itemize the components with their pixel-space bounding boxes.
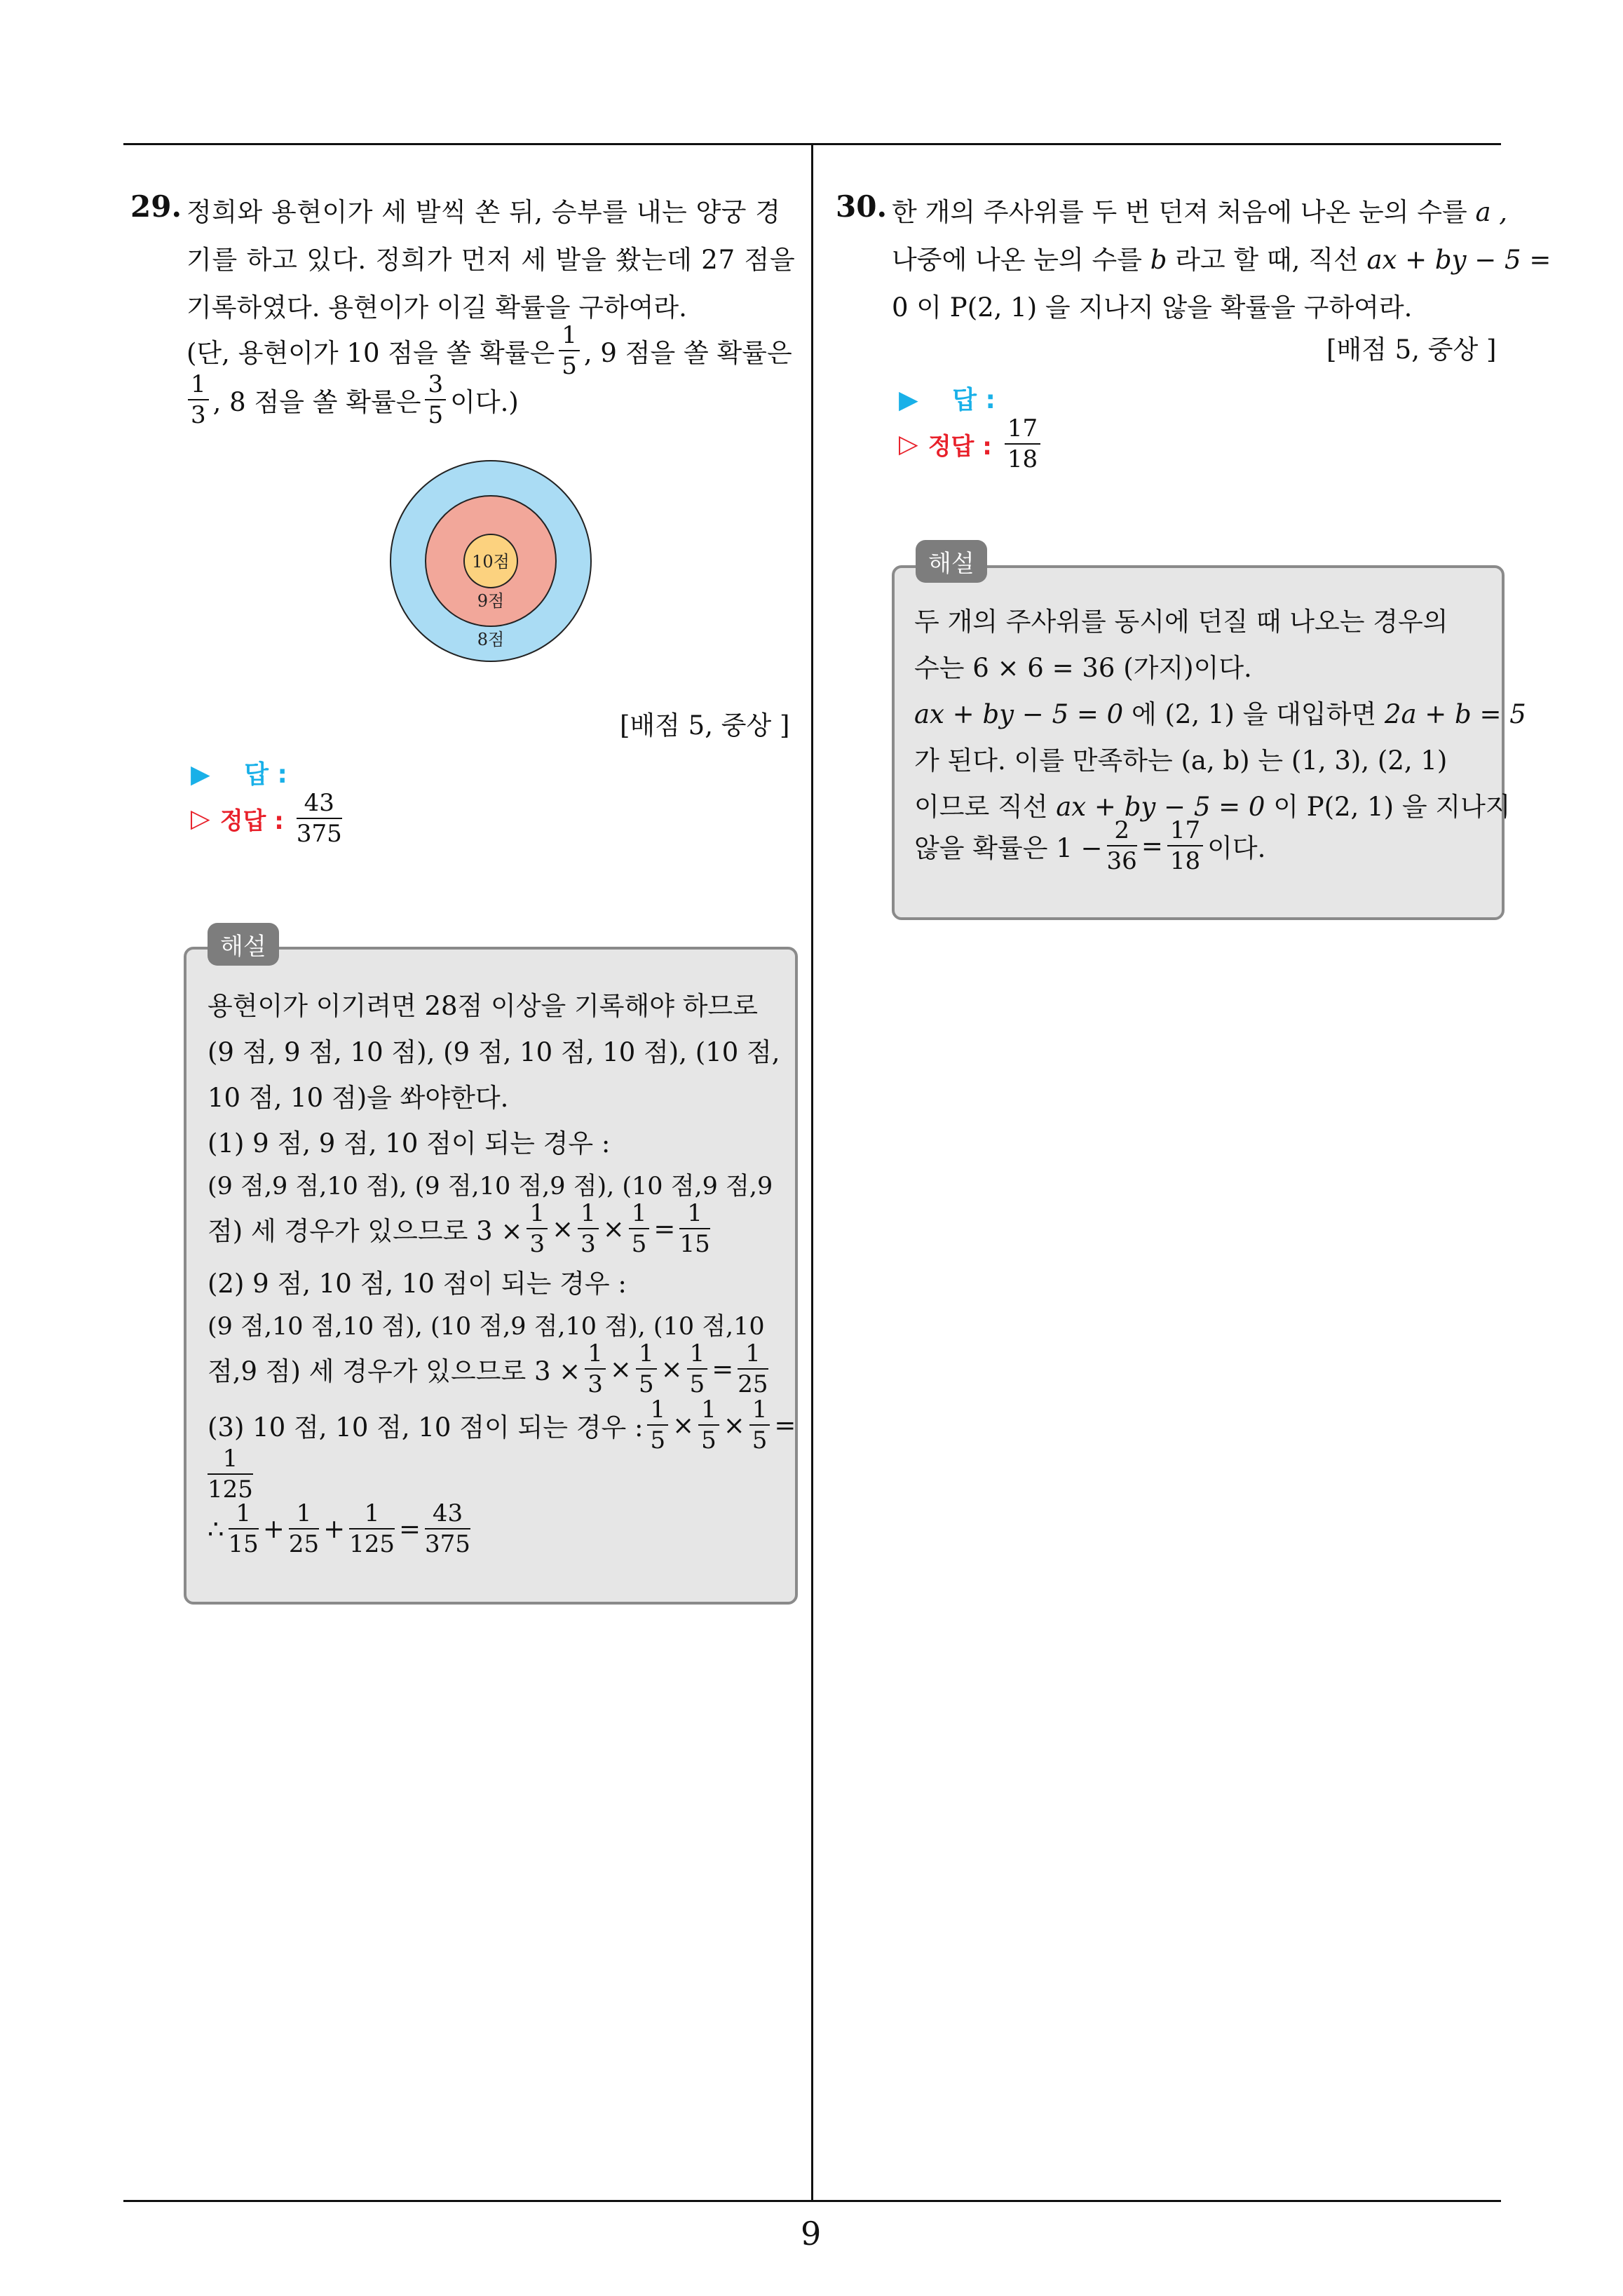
- sol30-l6-frac-1: [1107, 818, 1137, 873]
- sol29-l11-frac: [208, 1445, 253, 1504]
- question-29-condition-2: [184, 372, 519, 428]
- numerator: 1: [578, 1201, 599, 1229]
- sol29-line-6: 점) 세 경우가 있으므로 3 × $\frac{1}{3}$ × $\frac{1}{3}$ × $\frac{1}{5}$ = $\frac{1}{15}$: [208, 1199, 710, 1258]
- denominator: 3: [529, 1230, 545, 1258]
- fraction-p8: [425, 372, 446, 427]
- correct-outline-play-icon: ▷: [191, 804, 210, 833]
- sol29-l9-frac-3: [687, 1339, 708, 1398]
- sol30-line-5-equation: ax + by − 5 = 0: [1056, 792, 1265, 822]
- sol29-line-9-text: 점,9 점) 세 경우가 있으므로 3 ×: [208, 1356, 581, 1386]
- answer-label: 답 :: [244, 760, 287, 789]
- condition-text-a: (단, 용현이가 10 점을 쏠 확률은: [186, 338, 555, 368]
- sol30-l6-result: [1167, 818, 1203, 873]
- sol29-line-10: (3) 10 점, 10 점, 10 점이 되는 경우 : $\frac{1}{5}$ × $\frac{1}{5}$ × $\frac{1}{5}$ =: [208, 1396, 796, 1454]
- question-30-answer-row: [899, 380, 996, 416]
- answer-play-icon: ▶: [191, 760, 210, 789]
- denominator: 5: [752, 1426, 768, 1454]
- denominator: 25: [738, 1370, 768, 1398]
- column-divider: [811, 143, 813, 2201]
- condition-text-d: 이다.): [450, 387, 519, 417]
- page-number: 9: [801, 2215, 822, 2253]
- denominator: 36: [1106, 847, 1137, 875]
- denominator: 18: [1169, 847, 1201, 875]
- question-29-solution-tag: 해설: [208, 923, 279, 966]
- numerator: 1: [208, 1447, 253, 1475]
- correct-numerator: 17: [1005, 417, 1040, 445]
- fraction-p9: [188, 372, 209, 427]
- sol29-l6-frac-1: [527, 1201, 548, 1256]
- sol30-line-1: 두 개의 주사위를 동시에 던질 때 나오는 경우의: [914, 607, 1448, 637]
- correct-denominator: 375: [296, 820, 342, 848]
- numerator: 1: [738, 1342, 768, 1370]
- sol29-line-9: 점,9 점) 세 경우가 있으므로 3 × $\frac{1}{3}$ × $\frac{1}{5}$ × $\frac{1}{5}$ = $\frac{1}{25}$: [208, 1339, 768, 1398]
- denominator: 15: [228, 1530, 259, 1558]
- q30-line-1-text: 한 개의 주사위를 두 번 던져 처음에 나온 눈의 수를: [892, 197, 1467, 227]
- question-30-line-2: [892, 238, 1551, 276]
- sol30-line-3: [914, 693, 1526, 731]
- sol29-l6-result: [679, 1201, 709, 1256]
- correct-label: 정답 :: [219, 806, 284, 835]
- question-30-number: 30.: [836, 189, 888, 224]
- p10-numerator: 1: [559, 323, 580, 351]
- denominator: 5: [638, 1370, 654, 1398]
- fraction-p10: [559, 323, 580, 378]
- sol30-line-2: 수는 6 × 6 = 36 (가지)이다.: [914, 653, 1252, 683]
- sol29-l12-frac-1: [229, 1501, 259, 1556]
- question-29-answer-row: [191, 755, 287, 790]
- denominator: 5: [701, 1426, 717, 1454]
- denominator: 5: [631, 1230, 647, 1258]
- sol29-l9-result: [738, 1339, 768, 1398]
- sol29-l9-frac-1: [585, 1339, 606, 1398]
- numerator: 43: [425, 1501, 470, 1529]
- sol29-line-11: [203, 1446, 257, 1502]
- q30-line-2-text-b: 라고 할 때, 직선: [1175, 245, 1359, 275]
- sol29-l9-frac-2: [636, 1339, 657, 1398]
- sol29-l12-result: [425, 1501, 470, 1556]
- sol29-line-2: (9 점, 9 점, 10 점), (9 점, 10 점, 10 점), (10 점,: [208, 1037, 780, 1067]
- denominator: 125: [208, 1475, 253, 1504]
- numerator: 1: [698, 1398, 719, 1426]
- denominator: 15: [679, 1230, 710, 1258]
- sol30-line-6: 않을 확률은 1 − $\frac{2}{36}$ = $\frac{17}{18}$ 이다.: [914, 816, 1266, 875]
- numerator: 1: [679, 1201, 709, 1229]
- sol30-line-5-text-a: 이므로 직선: [914, 792, 1048, 822]
- numerator: 1: [349, 1501, 395, 1529]
- sol30-line-5-text-b: 이 P(2, 1) 을 지나지: [1273, 792, 1511, 822]
- archery-target-figure: [386, 456, 596, 666]
- denominator: 5: [650, 1426, 666, 1454]
- target-label-9: 9점: [477, 591, 505, 611]
- q30-var-a: a ,: [1475, 197, 1508, 227]
- numerator: 1: [629, 1201, 650, 1229]
- correct-label: 정답 :: [928, 432, 992, 461]
- bottom-rule: [123, 2200, 1501, 2202]
- sol29-l10-frac-1: [647, 1398, 668, 1452]
- correct-denominator: 18: [1007, 445, 1038, 473]
- sol30-line-6-text-a: 않을 확률은 1 −: [914, 833, 1103, 863]
- answer-play-icon: ▶: [899, 386, 918, 414]
- question-29-number: 29.: [130, 189, 182, 224]
- correct-fraction: [1005, 414, 1040, 473]
- question-29-line-2: 기를 하고 있다. 정희가 먼저 세 발을 쐈는데 27 점을: [186, 245, 796, 275]
- question-30-line-1: [892, 191, 1507, 229]
- sol29-l12-frac-2: [289, 1501, 319, 1556]
- sol29-line-7: (2) 9 점, 10 점, 10 점이 되는 경우 :: [208, 1269, 627, 1299]
- correct-numerator: 43: [297, 791, 342, 819]
- sol29-line-6-text: 점) 세 경우가 있으므로 3 ×: [208, 1216, 523, 1246]
- sol29-line-1: 용현이가 이기려면 28점 이상을 기록해야 하므로: [208, 991, 758, 1021]
- question-29-correct-row: [191, 791, 346, 846]
- question-30-correct-row: [899, 414, 1045, 473]
- answer-label: 답 :: [952, 386, 996, 414]
- correct-outline-play-icon: ▷: [899, 429, 918, 459]
- denominator: 5: [689, 1370, 705, 1398]
- sol29-l10-frac-3: [749, 1398, 770, 1452]
- p8-numerator: 3: [425, 372, 446, 400]
- target-label-8: 8점: [477, 630, 505, 649]
- numerator: 1: [585, 1342, 606, 1370]
- question-29-score: [배점 5, 중상 ]: [620, 710, 790, 741]
- p10-denominator: 5: [562, 352, 577, 380]
- denominator: 375: [425, 1530, 470, 1558]
- question-29-condition-1: [186, 323, 792, 379]
- sol29-line-12: ∴ $\frac{1}{15}$ + $\frac{1}{25}$ + $\frac{1}{125}$ = $\frac{43}{375}$: [208, 1499, 470, 1558]
- sol29-l12-frac-3: [349, 1501, 395, 1556]
- sol29-l6-frac-2: [578, 1201, 599, 1256]
- numerator: 1: [289, 1501, 319, 1529]
- p8-denominator: 5: [428, 401, 444, 429]
- sol29-line-8: (9 점,10 점,10 점), (10 점,9 점,10 점), (10 점,10: [208, 1313, 765, 1341]
- sol29-line-3: 10 점, 10 점)을 쏴야한다.: [208, 1083, 509, 1113]
- sol29-l6-frac-3: [629, 1201, 650, 1256]
- numerator: 17: [1167, 818, 1203, 846]
- p9-numerator: 1: [188, 372, 209, 400]
- numerator: 1: [527, 1201, 548, 1229]
- sol29-line-5: (9 점,9 점,10 점), (9 점,10 점,9 점), (10 점,9 점,9: [208, 1173, 773, 1201]
- numerator: 1: [647, 1398, 668, 1426]
- numerator: 1: [636, 1342, 657, 1370]
- question-29-line-3: 기록하였다. 용현이가 이길 확률을 구하여라.: [186, 292, 687, 323]
- question-30-line-3: 0 이 P(2, 1) 을 지나지 않을 확률을 구하여라.: [892, 292, 1413, 323]
- numerator: 2: [1107, 818, 1137, 846]
- q30-var-b: b: [1150, 245, 1167, 275]
- condition-text-c: , 8 점을 쏠 확률은: [212, 387, 421, 417]
- numerator: 1: [229, 1501, 259, 1529]
- q30-line-2-text-a: 나중에 나온 눈의 수를: [892, 245, 1142, 275]
- numerator: 1: [687, 1342, 708, 1370]
- sol30-line-3-equation-2: 2a + b = 5: [1384, 699, 1526, 729]
- question-30-solution-tag: 해설: [916, 540, 987, 583]
- denominator: 3: [580, 1230, 596, 1258]
- sol29-l10-frac-2: [698, 1398, 719, 1452]
- sol30-line-6-text-b: 이다.: [1207, 833, 1266, 863]
- sol29-line-4: (1) 9 점, 9 점, 10 점이 되는 경우 :: [208, 1128, 611, 1159]
- target-label-10: 10점: [472, 552, 510, 572]
- denominator: 25: [288, 1530, 320, 1558]
- sol29-line-10-text: (3) 10 점, 10 점, 10 점이 되는 경우 :: [208, 1412, 644, 1443]
- question-30-score: [배점 5, 중상 ]: [1326, 335, 1497, 365]
- q30-line-equation: ax + by − 5 =: [1366, 245, 1551, 275]
- condition-text-b: , 9 점을 쏠 확률은: [583, 338, 792, 368]
- sol30-line-3-text: 에 (2, 1) 을 대입하면: [1131, 699, 1377, 729]
- numerator: 1: [749, 1398, 770, 1426]
- correct-fraction: [297, 791, 342, 846]
- denominator: 125: [349, 1530, 395, 1558]
- question-29-line-1: 정희와 용현이가 세 발씩 쏜 뒤, 승부를 내는 양궁 경: [186, 197, 781, 227]
- sol30-line-4: 가 된다. 이를 만족하는 (a, b) 는 (1, 3), (2, 1): [914, 745, 1448, 776]
- therefore-symbol: ∴: [208, 1513, 224, 1544]
- denominator: 3: [588, 1370, 603, 1398]
- sol30-line-3-equation: ax + by − 5 = 0: [914, 699, 1124, 729]
- p9-denominator: 3: [191, 401, 206, 429]
